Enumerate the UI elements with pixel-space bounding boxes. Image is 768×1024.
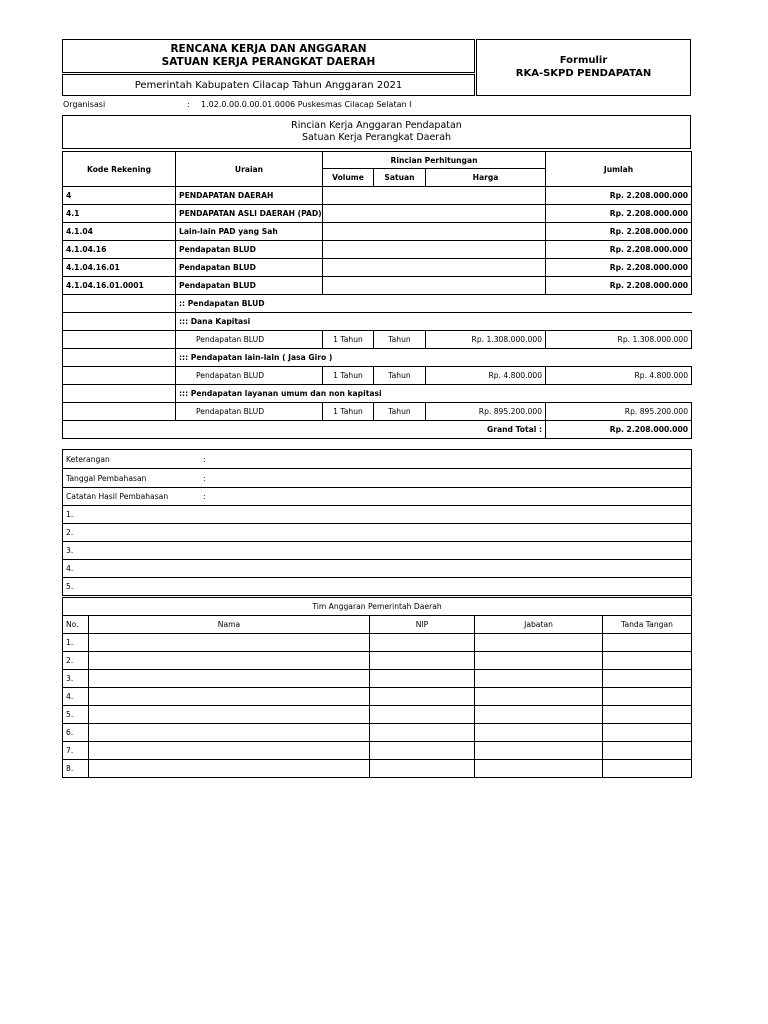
tim-title: Tim Anggaran Pemerintah Daerah xyxy=(63,598,692,616)
row-kode: 4.1 xyxy=(63,205,176,223)
tim-header-ttd: Tanda Tangan xyxy=(603,616,692,634)
note-row xyxy=(63,578,692,596)
keterangan-table xyxy=(62,449,692,596)
tim-jabatan xyxy=(475,742,603,760)
note-number: 1. xyxy=(63,506,692,524)
organisasi-value: 1.02.0.00.0.00.01.0006 Puskesmas Cilacap Selatan I xyxy=(201,100,412,109)
tim-no: 5. xyxy=(63,706,89,724)
table-row xyxy=(63,259,692,277)
note-row xyxy=(63,560,692,578)
tim-ttd xyxy=(603,634,692,652)
tim-nip xyxy=(370,688,475,706)
tim-no: 4. xyxy=(63,688,89,706)
tim-nip xyxy=(370,760,475,778)
tim-row xyxy=(63,634,692,652)
item-jumlah: Rp. 1.308.000.000 xyxy=(546,331,692,349)
header-rincian: Rincian Perhitungan xyxy=(323,152,546,169)
tim-no: 3. xyxy=(63,670,89,688)
header-subtitle: Pemerintah Kabupaten Cilacap Tahun Anggaran 2021 xyxy=(134,80,403,91)
item-uraian: Pendapatan BLUD xyxy=(176,403,323,421)
catatan-label: Catatan Hasil Pembahasan xyxy=(66,492,169,501)
tim-row xyxy=(63,742,692,760)
row-volume xyxy=(323,277,374,295)
tim-nama xyxy=(89,652,370,670)
item-harga: Rp. 1.308.000.000 xyxy=(426,331,546,349)
tim-nip xyxy=(370,634,475,652)
tim-ttd xyxy=(603,706,692,724)
tanggal-row xyxy=(63,469,692,488)
tim-jabatan xyxy=(475,724,603,742)
tim-ttd xyxy=(603,742,692,760)
item-jumlah: Rp. 895.200.000 xyxy=(546,403,692,421)
note-number: 3. xyxy=(63,542,692,560)
header-subtitle-box xyxy=(62,74,475,96)
tim-no: 2. xyxy=(63,652,89,670)
row-kode: 4 xyxy=(63,187,176,205)
row-satuan xyxy=(374,223,426,241)
item-satuan: Tahun xyxy=(374,403,426,421)
row-uraian: Pendapatan BLUD xyxy=(176,259,323,277)
table-row xyxy=(63,241,692,259)
tim-nip xyxy=(370,706,475,724)
tim-nama xyxy=(89,724,370,742)
header-title-line2: SATUAN KERJA PERANGKAT DAERAH xyxy=(161,56,376,68)
grand-total-spacer xyxy=(63,421,176,439)
tim-jabatan xyxy=(475,688,603,706)
row-jumlah: Rp. 2.208.000.000 xyxy=(546,259,692,277)
item-uraian: Pendapatan BLUD xyxy=(176,367,323,385)
tim-jabatan xyxy=(475,634,603,652)
item-uraian: Pendapatan BLUD xyxy=(176,331,323,349)
tim-row xyxy=(63,670,692,688)
tim-ttd xyxy=(603,688,692,706)
row-satuan xyxy=(374,277,426,295)
note-row xyxy=(63,542,692,560)
note-number: 2. xyxy=(63,524,692,542)
keterangan-colon: : xyxy=(203,454,206,464)
row-harga xyxy=(426,241,546,259)
row-harga xyxy=(426,205,546,223)
row-uraian: Pendapatan BLUD xyxy=(176,277,323,295)
tim-no: 6. xyxy=(63,724,89,742)
tim-jabatan xyxy=(475,670,603,688)
row-jumlah: Rp. 2.208.000.000 xyxy=(546,223,692,241)
row-kode-empty xyxy=(63,313,176,331)
row-harga xyxy=(426,259,546,277)
tanggal-label: Tanggal Pembahasan xyxy=(66,473,147,483)
catatan-row xyxy=(63,488,692,506)
table-row xyxy=(63,187,692,205)
item-volume: 1 Tahun xyxy=(323,331,374,349)
header-title-box xyxy=(62,39,475,73)
tim-row xyxy=(63,724,692,742)
grand-total-value: Rp. 2.208.000.000 xyxy=(546,421,692,439)
tim-jabatan xyxy=(475,706,603,724)
tim-nama xyxy=(89,706,370,724)
header-kode: Kode Rekening xyxy=(63,152,176,187)
tim-nama xyxy=(89,688,370,706)
tim-header-nama: Nama xyxy=(89,616,370,634)
row-kode-empty xyxy=(63,331,176,349)
row-volume xyxy=(323,259,374,277)
row-volume xyxy=(323,205,374,223)
tim-nama xyxy=(89,670,370,688)
tim-row xyxy=(63,706,692,724)
tim-no: 1. xyxy=(63,634,89,652)
row-jumlah: Rp. 2.208.000.000 xyxy=(546,241,692,259)
tim-nama xyxy=(89,760,370,778)
row-uraian: PENDAPATAN ASLI DAERAH (PAD) xyxy=(176,205,323,223)
catatan-colon: : xyxy=(203,492,206,501)
tim-header-jabatan: Jabatan xyxy=(475,616,603,634)
row-uraian: Lain-lain PAD yang Sah xyxy=(176,223,323,241)
row-volume xyxy=(323,241,374,259)
tim-table xyxy=(62,597,692,778)
tim-ttd xyxy=(603,724,692,742)
tim-nama xyxy=(89,634,370,652)
tanggal-colon: : xyxy=(203,473,206,483)
row-jumlah: Rp. 2.208.000.000 xyxy=(546,205,692,223)
row-uraian: PENDAPATAN DAERAH xyxy=(176,187,323,205)
organisasi-colon: : xyxy=(187,100,190,109)
row-kode-empty xyxy=(63,367,176,385)
tim-row xyxy=(63,688,692,706)
tim-no: 7. xyxy=(63,742,89,760)
header-uraian: Uraian xyxy=(176,152,323,187)
form-box xyxy=(476,39,691,96)
tim-nip xyxy=(370,724,475,742)
row-kode-empty xyxy=(63,403,176,421)
tim-nama xyxy=(89,742,370,760)
tim-nip xyxy=(370,652,475,670)
header-title-line1: RENCANA KERJA DAN ANGGARAN xyxy=(170,43,367,55)
row-harga xyxy=(426,277,546,295)
group-row xyxy=(63,349,692,367)
table-row xyxy=(63,277,692,295)
tim-ttd xyxy=(603,652,692,670)
row-harga xyxy=(426,187,546,205)
group-uraian: ::: Dana Kapitasi xyxy=(176,313,692,331)
table-row xyxy=(63,223,692,241)
tim-ttd xyxy=(603,670,692,688)
form-label: Formulir xyxy=(559,55,608,66)
row-kode-empty xyxy=(63,349,176,367)
item-volume: 1 Tahun xyxy=(323,367,374,385)
row-kode: 4.1.04 xyxy=(63,223,176,241)
row-kode-empty xyxy=(63,385,176,403)
item-jumlah: Rp. 4.800.000 xyxy=(546,367,692,385)
row-jumlah: Rp. 2.208.000.000 xyxy=(546,277,692,295)
tim-jabatan xyxy=(475,760,603,778)
row-jumlah: Rp. 2.208.000.000 xyxy=(546,187,692,205)
rincian-title-box xyxy=(62,115,691,149)
tim-jabatan xyxy=(475,652,603,670)
row-kode-empty xyxy=(63,295,176,313)
row-volume xyxy=(323,187,374,205)
tim-nip xyxy=(370,670,475,688)
row-satuan xyxy=(374,241,426,259)
row-kode: 4.1.04.16.01.0001 xyxy=(63,277,176,295)
table-row xyxy=(63,205,692,223)
row-kode: 4.1.04.16 xyxy=(63,241,176,259)
item-volume: 1 Tahun xyxy=(323,403,374,421)
row-uraian: Pendapatan BLUD xyxy=(176,241,323,259)
group-row xyxy=(63,385,692,403)
tim-row xyxy=(63,652,692,670)
group-row xyxy=(63,313,692,331)
tim-header-nip: NIP xyxy=(370,616,475,634)
note-row xyxy=(63,524,692,542)
row-kode: 4.1.04.16.01 xyxy=(63,259,176,277)
group-uraian: ::: Pendapatan layanan umum dan non kapitasi xyxy=(176,385,692,403)
tim-no: 8. xyxy=(63,760,89,778)
row-volume xyxy=(323,223,374,241)
note-row xyxy=(63,506,692,524)
group-uraian: ::: Pendapatan lain-lain ( Jasa Giro ) xyxy=(176,349,692,367)
rincian-title-line1: Rincian Kerja Anggaran Pendapatan xyxy=(291,120,462,131)
header-satuan: Satuan xyxy=(374,169,426,187)
item-row xyxy=(63,367,692,385)
tim-ttd xyxy=(603,760,692,778)
row-satuan xyxy=(374,259,426,277)
tim-header-no: No. xyxy=(63,616,89,634)
header-jumlah: Jumlah xyxy=(546,152,692,187)
note-number: 5. xyxy=(63,578,692,596)
rincian-table xyxy=(62,151,692,439)
item-harga: Rp. 4.800.000 xyxy=(426,367,546,385)
header-harga: Harga xyxy=(426,169,546,187)
item-satuan: Tahun xyxy=(374,367,426,385)
tim-row xyxy=(63,760,692,778)
rincian-title-line2: Satuan Kerja Perangkat Daerah xyxy=(301,132,452,143)
group-row xyxy=(63,295,692,313)
grand-total-label: Grand Total : xyxy=(176,421,546,439)
keterangan-label: Keterangan xyxy=(66,454,110,464)
tim-nip xyxy=(370,742,475,760)
organisasi-label: Organisasi xyxy=(63,100,106,109)
note-number: 4. xyxy=(63,560,692,578)
header-volume: Volume xyxy=(323,169,374,187)
item-satuan: Tahun xyxy=(374,331,426,349)
keterangan-row xyxy=(63,450,692,469)
row-satuan xyxy=(374,187,426,205)
item-harga: Rp. 895.200.000 xyxy=(426,403,546,421)
row-satuan xyxy=(374,205,426,223)
row-harga xyxy=(426,223,546,241)
group-uraian: :: Pendapatan BLUD xyxy=(176,295,692,313)
item-row xyxy=(63,403,692,421)
form-name: RKA-SKPD PENDAPATAN xyxy=(515,68,652,79)
item-row xyxy=(63,331,692,349)
